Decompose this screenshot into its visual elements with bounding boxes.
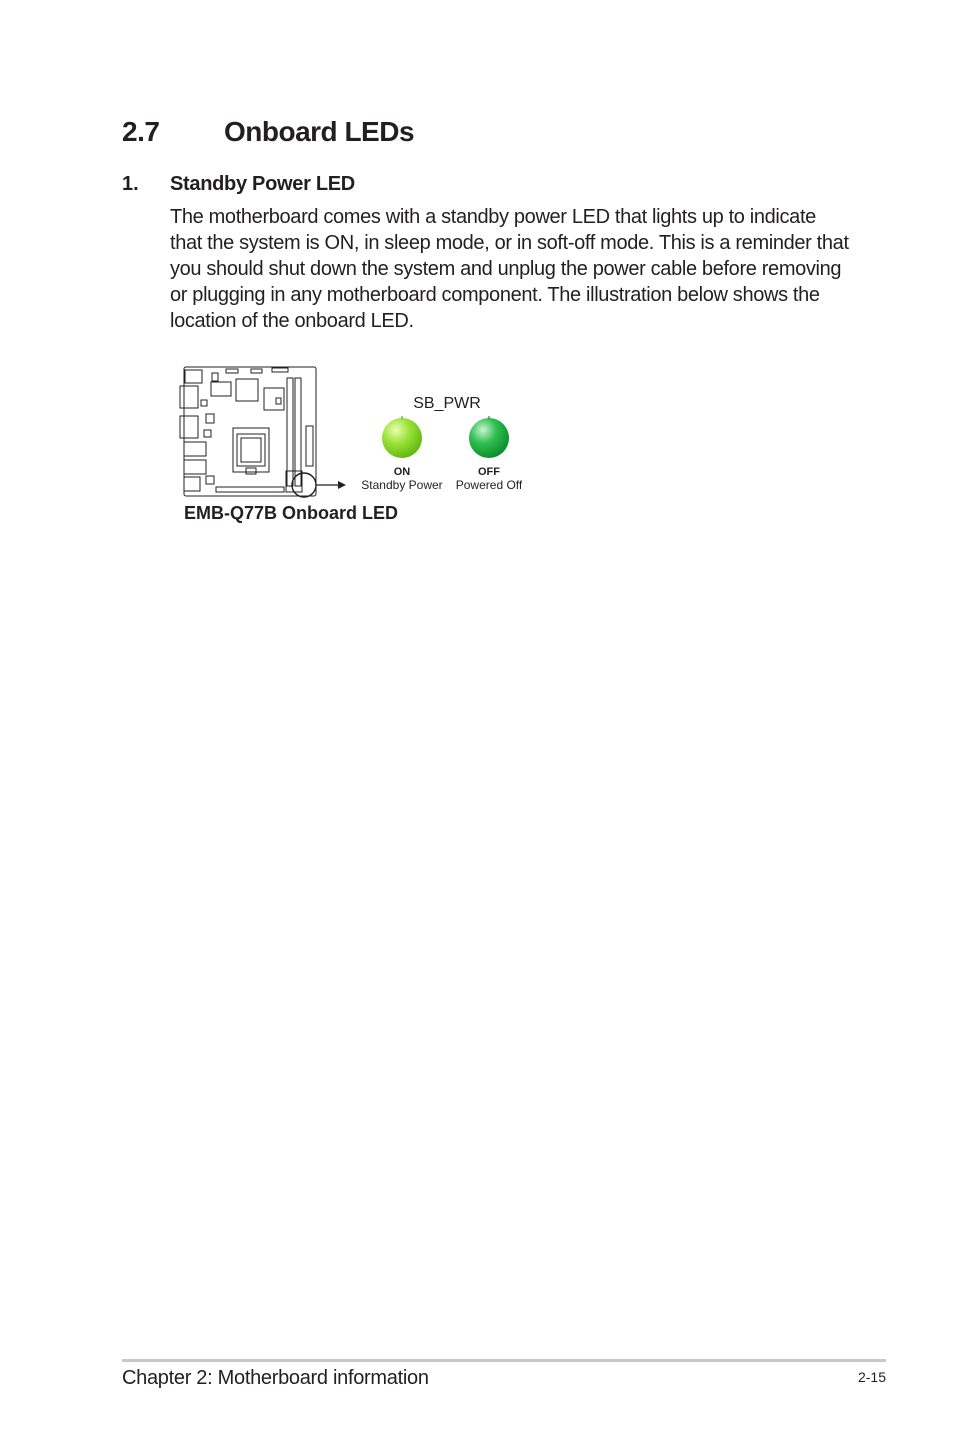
figure-caption: EMB-Q77B Onboard LED — [184, 503, 399, 523]
item-title: Standby Power LED — [170, 173, 355, 195]
led-label: SB_PWR — [413, 395, 481, 412]
page-number: 2-15 — [857, 1369, 886, 1385]
led-on-description: Standby Power — [361, 478, 443, 492]
item-body-text: The motherboard comes with a standby power LED that lights up to indicate that the system is ON, in sleep mode, or in soft-off mode. This is a reminder that you should shut down the system and unplug the power cable before removing or plugging in any motherboard component. The illustration below shows the location of the onboard LED. — [170, 206, 849, 332]
footer-chapter: Chapter 2: Motherboard information — [122, 1367, 429, 1389]
footer-divider — [122, 1359, 886, 1362]
led-on-icon — [382, 418, 422, 458]
led-off-description: Powered Off — [455, 478, 523, 492]
led-on-state: ON — [393, 466, 411, 478]
section-number: 2.7 — [122, 116, 160, 147]
led-off-state: OFF — [478, 466, 500, 478]
section-title: Onboard LEDs — [224, 116, 415, 147]
item-number: 1. — [122, 173, 139, 195]
led-off-icon — [469, 418, 509, 458]
motherboard-diagram — [180, 367, 342, 497]
arrow-head-icon — [338, 481, 346, 489]
onboard-led-figure — [176, 360, 536, 500]
